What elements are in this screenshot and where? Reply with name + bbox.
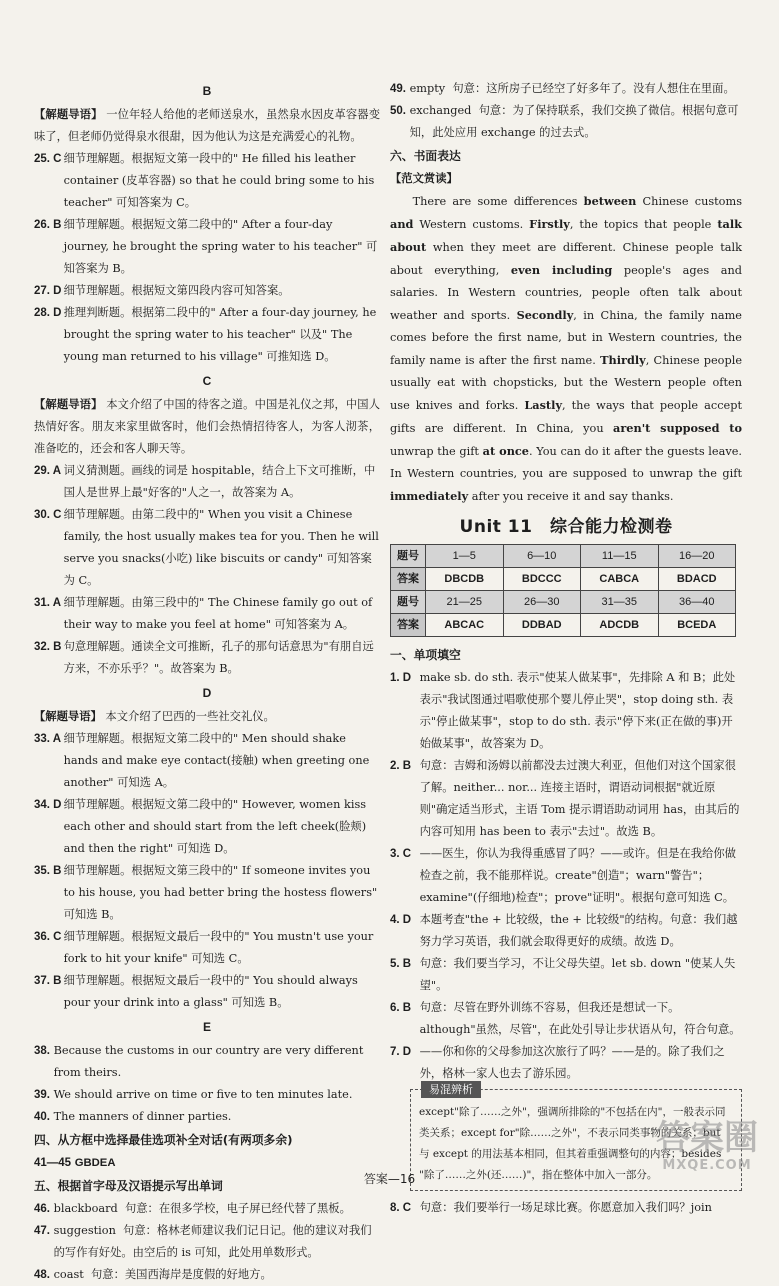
item-word: exchanged [409, 104, 472, 117]
item-text: 词义猜测题。画线的词是 hospitable，结合上下文可推断，中国人是世界上最"好客的"人之一，故答案为 A。 [63, 464, 376, 499]
watermark-url: MXQE.COM [662, 1158, 752, 1173]
essay-key-phrase: talk about [390, 217, 742, 254]
answer-item [34, 1220, 380, 1264]
table-cell: 1—5 [426, 545, 504, 568]
item-number: 37. B [34, 975, 62, 987]
guide-label: 【解题导语】 [34, 710, 102, 723]
section-b-items [34, 148, 380, 368]
answer-item [34, 1084, 380, 1106]
section-d-items [34, 728, 380, 1014]
table-cell: BDCCC [503, 568, 581, 591]
answer-item [34, 1198, 380, 1220]
item-text: 句意：吉姆和汤姆以前都没去过澳大利亚，但他们对这个国家很了解。neither... nor... 连接主语时，谓语动词根据"就近原则"确定适当形式，主语 Tom 提示谓语助动词用 has，由其后的内容可知用 has been to 表示"去过"。故选 B。 [419, 759, 740, 838]
essay-key-phrase: between [583, 194, 637, 208]
answer-item [34, 1106, 380, 1128]
item-number: 32. B [34, 641, 62, 653]
section-c-letter: C [202, 374, 212, 388]
essay-key-phrase: Thirdly [600, 353, 646, 367]
table-cell: 6—10 [503, 545, 581, 568]
item-text: 句意：美国西海岸是度假的好地方。 [90, 1268, 272, 1281]
guide-text: 本文介绍了中国的待客之道。中国是礼仪之邦，中国人热情好客。朋友来家里做客时，他们会热情招待客人，为客人沏茶，准备吃的，还会和客人聊天等。 [34, 398, 380, 455]
table-cell: DBCDB [426, 568, 504, 591]
item-number: 47. [34, 1225, 50, 1237]
left-column [34, 78, 380, 1286]
item-text: ——你和你的父母参加这次旅行了吗？——是的。除了我们之外，格林一家人也去了游乐园。 [419, 1045, 725, 1080]
essay-text: Western customs. [413, 218, 530, 231]
watermark-logo [652, 1118, 762, 1173]
answer-item [34, 148, 380, 214]
essay-key-phrase: immediately [390, 489, 469, 503]
item-text: 细节理解题。根据短文第二段中的" After a four-day journey, he brought the spring water to his teacher" 可知答案为 B。 [63, 218, 378, 275]
item-text: 细节理解题。根据短文第四段内容可知答案。 [63, 284, 290, 297]
item-text: 句意：为了保持联系，我们交换了微信。根据句意可知，此处应用 exchange 的过去式。 [409, 104, 739, 139]
section-d-letter: D [202, 686, 212, 700]
item-text: 细节理解题。根据短文最后一段中的" You should always pour your drink into a glass" 可知选 B。 [63, 974, 358, 1009]
row-label: 答案 [391, 614, 426, 637]
guide-label: 【解题导语】 [34, 398, 103, 411]
item-text: 句意：这所房子已经空了好多年了。没有人想住在里面。 [452, 82, 735, 95]
watermark-text: 答案圈 [656, 1118, 758, 1158]
answer-item [390, 78, 742, 100]
guide-text: 一位年轻人给他的老师送泉水，虽然泉水因皮革容器变味了，但老师仍觉得泉水很甜，因为他认为这是充满爱心的礼物。 [34, 108, 380, 143]
guide-label: 【解题导语】 [34, 108, 103, 121]
row-label: 题号 [391, 591, 426, 614]
item-number: 25. C [34, 153, 62, 165]
answer-item [34, 970, 380, 1014]
item-number: 33. A [34, 733, 62, 745]
table-cell: ABCAC [426, 614, 504, 637]
answer-item [34, 302, 380, 368]
page-footer: 答案—16 [363, 1172, 416, 1186]
table-cell: 31—35 [581, 591, 659, 614]
section-c-items [34, 460, 380, 680]
item-number: 40. [34, 1111, 50, 1123]
item-number: 35. B [34, 865, 62, 877]
answer-item [34, 1040, 380, 1084]
essay-key-phrase: even including [510, 263, 613, 277]
table-cell: DDBAD [503, 614, 581, 637]
table-cell: BDACD [658, 568, 736, 591]
item-text: 推理判断题。根据第二段中的" After a four-day journey, he brought the spring water to his teacher" 以及" The young man returned to his village" 可推知选 D。 [63, 306, 377, 363]
item-number: 8. C [390, 1202, 412, 1214]
section-e-letter: E [202, 1020, 211, 1034]
answer-item [34, 728, 380, 794]
item-word: suggestion [53, 1224, 116, 1237]
row-label: 答案 [391, 568, 426, 591]
essay-text: , the ways that people accept gifts are different. In China, you [390, 399, 742, 435]
part6-title: 六、书面表达 [390, 149, 461, 163]
answer-item [34, 280, 380, 302]
table-cell: CABCA [581, 568, 659, 591]
item-text: 句意：我们要当学习，不让父母失望。let sb. down "使某人失望"。 [419, 957, 736, 992]
item-text: 细节理解题。根据短文第一段中的" He filled his leather container (皮革容器) so that he could bring some to his teacher" 可知答案为 C。 [63, 152, 375, 209]
item-text: The manners of dinner parties. [53, 1110, 232, 1123]
answer-item [390, 843, 742, 909]
answer-item [34, 504, 380, 592]
answer-item [390, 909, 742, 953]
table-cell: 26—30 [503, 591, 581, 614]
item-number: 49. [390, 83, 406, 95]
item-text: 细节理解题。根据短文第二段中的" However, women kiss each other and should start from the left cheek(脸颊) and then the right" 可知选 D。 [63, 798, 367, 855]
essay-text: after you receive it and say thanks. [468, 490, 674, 503]
section-e-items [34, 1040, 380, 1128]
answer-item [34, 926, 380, 970]
answer-item [390, 1197, 742, 1219]
item-number: 2. B [390, 760, 412, 772]
table-cell: BCEDA [658, 614, 736, 637]
table-cell: ADCDB [581, 614, 659, 637]
table-cell: 11—15 [581, 545, 659, 568]
item-number: 30. C [34, 509, 62, 521]
item-number: 26. B [34, 219, 62, 231]
essay-key-phrase: Lastly [524, 398, 563, 412]
unit-title: Unit 11 综合能力检测卷 [459, 517, 673, 537]
item-text: 细节理解题。由第二段中的" When you visit a Chinese family, the host usually makes tea for you. Then he will serve you snacks(小吃) like biscuits or candy" 可知答案为 C。 [63, 508, 379, 587]
item-number: 38. [34, 1045, 50, 1057]
answer-key-table [390, 544, 736, 637]
table-cell: 36—40 [658, 591, 736, 614]
essay-text: . You can do it after the guests leave. In Western countries, you are supposed to unwrap the gift [390, 445, 742, 480]
model-essay [390, 190, 742, 508]
guide-paragraph-c [34, 394, 380, 460]
item-number: 6. B [390, 1002, 412, 1014]
item-text: 本题考查"the + 比较级，the + 比较级"的结构。句意：我们越努力学习英语，我们就会取得更好的成绩。故选 D。 [419, 913, 738, 948]
item-number: 36. C [34, 931, 62, 943]
essay-key-phrase: aren't supposed to [613, 421, 742, 435]
row-label: 题号 [391, 545, 426, 568]
answer-item [34, 592, 380, 636]
part5-title: 五、根据首字母及汉语提示写出单词 [34, 1179, 223, 1193]
answer-item [34, 460, 380, 504]
item-number: 41—45 [34, 1157, 72, 1169]
table-cell: 21—25 [426, 591, 504, 614]
item-text: 细节理解题。根据短文最后一段中的" You mustn't use your fork to hit your knife" 可知选 C。 [63, 930, 374, 965]
item-text: We should arrive on time or five to ten minutes late. [53, 1088, 353, 1101]
item-number: 31. A [34, 597, 62, 609]
guide-text: 本文介绍了巴西的一些社交礼仪。 [105, 710, 275, 723]
answer-item [34, 860, 380, 926]
item-word: blackboard [53, 1202, 118, 1215]
answer-item [390, 667, 742, 755]
item-word: empty [409, 82, 446, 95]
item-text: 句意：我们要举行一场足球比赛。你愿意加入我们吗？join [419, 1201, 712, 1214]
essay-key-phrase: at once [482, 444, 529, 458]
item-number: 3. C [390, 848, 412, 860]
item-text: 句意：格林老师建议我们记日记。他的建议对我们的写作有好处。由空后的 is 可知，此处用单数形式。 [53, 1224, 372, 1259]
item-text: ——医生，你认为我得重感冒了吗？——或许。但是在我给你做检查之前，我不能那样说。create"创造"；warn"警告"；examine"(仔细地)检查"；prove"证明"。根据句意可知选 C。 [419, 847, 736, 904]
answer-item [390, 953, 742, 997]
item-text: 句意：在很多学校，电子屏已经代替了黑板。 [124, 1202, 351, 1215]
table-row [391, 614, 736, 637]
item-number: 1. D [390, 672, 412, 684]
essay-text: people's ages and salaries. In Western countries, people often talk about weather and sports. [390, 264, 742, 322]
answer-item [390, 997, 742, 1041]
table-row [391, 545, 736, 568]
essay-text: , Chinese people usually eat with chopsticks, but the Western people often use knives and forks. [390, 354, 743, 412]
answer-item [34, 214, 380, 280]
essay-text: Chinese customs [636, 195, 742, 208]
note-text: except"除了……之外"，强调所排除的"不包括在内"，一般表示同类关系；except for"除……之外"，不表示同类事物的关系；but 与 except 的用法基本相同，但其着重强调整句的内容；besides "除了……之外(还……)"，指在整体中加入一部分。 [419, 1106, 726, 1181]
item-number: 39. [34, 1089, 50, 1101]
part1-title: 一、单项填空 [390, 648, 461, 662]
item-text: GBDEA [74, 1157, 116, 1169]
table-cell: 16—20 [658, 545, 736, 568]
item-number: 7. D [390, 1046, 412, 1058]
guide-paragraph-d [34, 706, 380, 728]
answer-item [390, 100, 742, 144]
table-row [391, 568, 736, 591]
item-number: 34. D [34, 799, 62, 811]
item-text: make sb. do sth. 表示"使某人做某事"，先排除 A 和 B；此处表示"我试图通过唱歌使那个婴儿停止哭"，stop doing sth. 表示"停止做某事"，stop to do sth. 表示"停下来(正在做的事)开始做某事"，故答案为 D。 [419, 671, 736, 750]
item-number: 5. B [390, 958, 412, 970]
item-text: Because the customs in our country are very different from theirs. [53, 1044, 364, 1079]
essay-key-phrase: Firstly [529, 217, 570, 231]
answer-item [390, 755, 742, 843]
item-number: 50. [390, 105, 406, 117]
guide-paragraph-b [34, 104, 380, 148]
section-b-letter: B [202, 84, 212, 98]
item-text: 细节理解题。根据短文第二段中的" Men should shake hands and make eye contact(接触) when greeting one another" 可知选 A。 [63, 732, 370, 789]
answer-item [34, 636, 380, 680]
item-number: 48. [34, 1269, 50, 1281]
item-number: 4. D [390, 914, 412, 926]
model-essay-label: 【范文赏读】 [390, 172, 458, 185]
essay-text: , the topics that people [569, 218, 718, 231]
right-column [390, 78, 742, 1219]
note-tag: 易混辨析 [421, 1081, 481, 1098]
item-text: 细节理解题。根据短文第三段中的" If someone invites you to his house, you had better bring the hostess flowers" 可知选 B。 [63, 864, 378, 921]
item-text: 细节理解题。由第三段中的" The Chinese family go out of their way to make you feel at home" 可知答案为 A。 [63, 596, 373, 631]
essay-text: , in China, the family name comes before the first name, but in Western countries, the family name is after the first name. [390, 309, 742, 367]
table-row [391, 591, 736, 614]
item-number: 28. D [34, 307, 62, 319]
item-number: 46. [34, 1203, 50, 1215]
answer-item [34, 1264, 380, 1286]
essay-text: when they meet are different. Chinese people talk about everything, [390, 241, 742, 277]
item-number: 27. D [34, 285, 62, 297]
item-text: 句意理解题。通读全文可推断，孔子的那句话意思为"有朋自远方来，不亦乐乎？"。故答案为 B。 [63, 640, 374, 675]
part4-title: 四、从方框中选择最佳选项补全对话(有两项多余) [34, 1133, 293, 1147]
essay-key-phrase: Secondly [516, 308, 574, 322]
answer-item [34, 794, 380, 860]
item-number: 29. A [34, 465, 62, 477]
item-word: coast [53, 1268, 84, 1281]
answer-item [390, 1041, 742, 1085]
essay-text: There are some differences [412, 195, 584, 208]
essay-key-phrase: and [390, 217, 414, 231]
item-text: 句意：尽管在野外训练不容易，但我还是想试一下。although"虽然，尽管"，在此处引导让步状语从句，符合句意。 [419, 1001, 741, 1036]
essay-text: unwrap the gift [390, 445, 483, 458]
